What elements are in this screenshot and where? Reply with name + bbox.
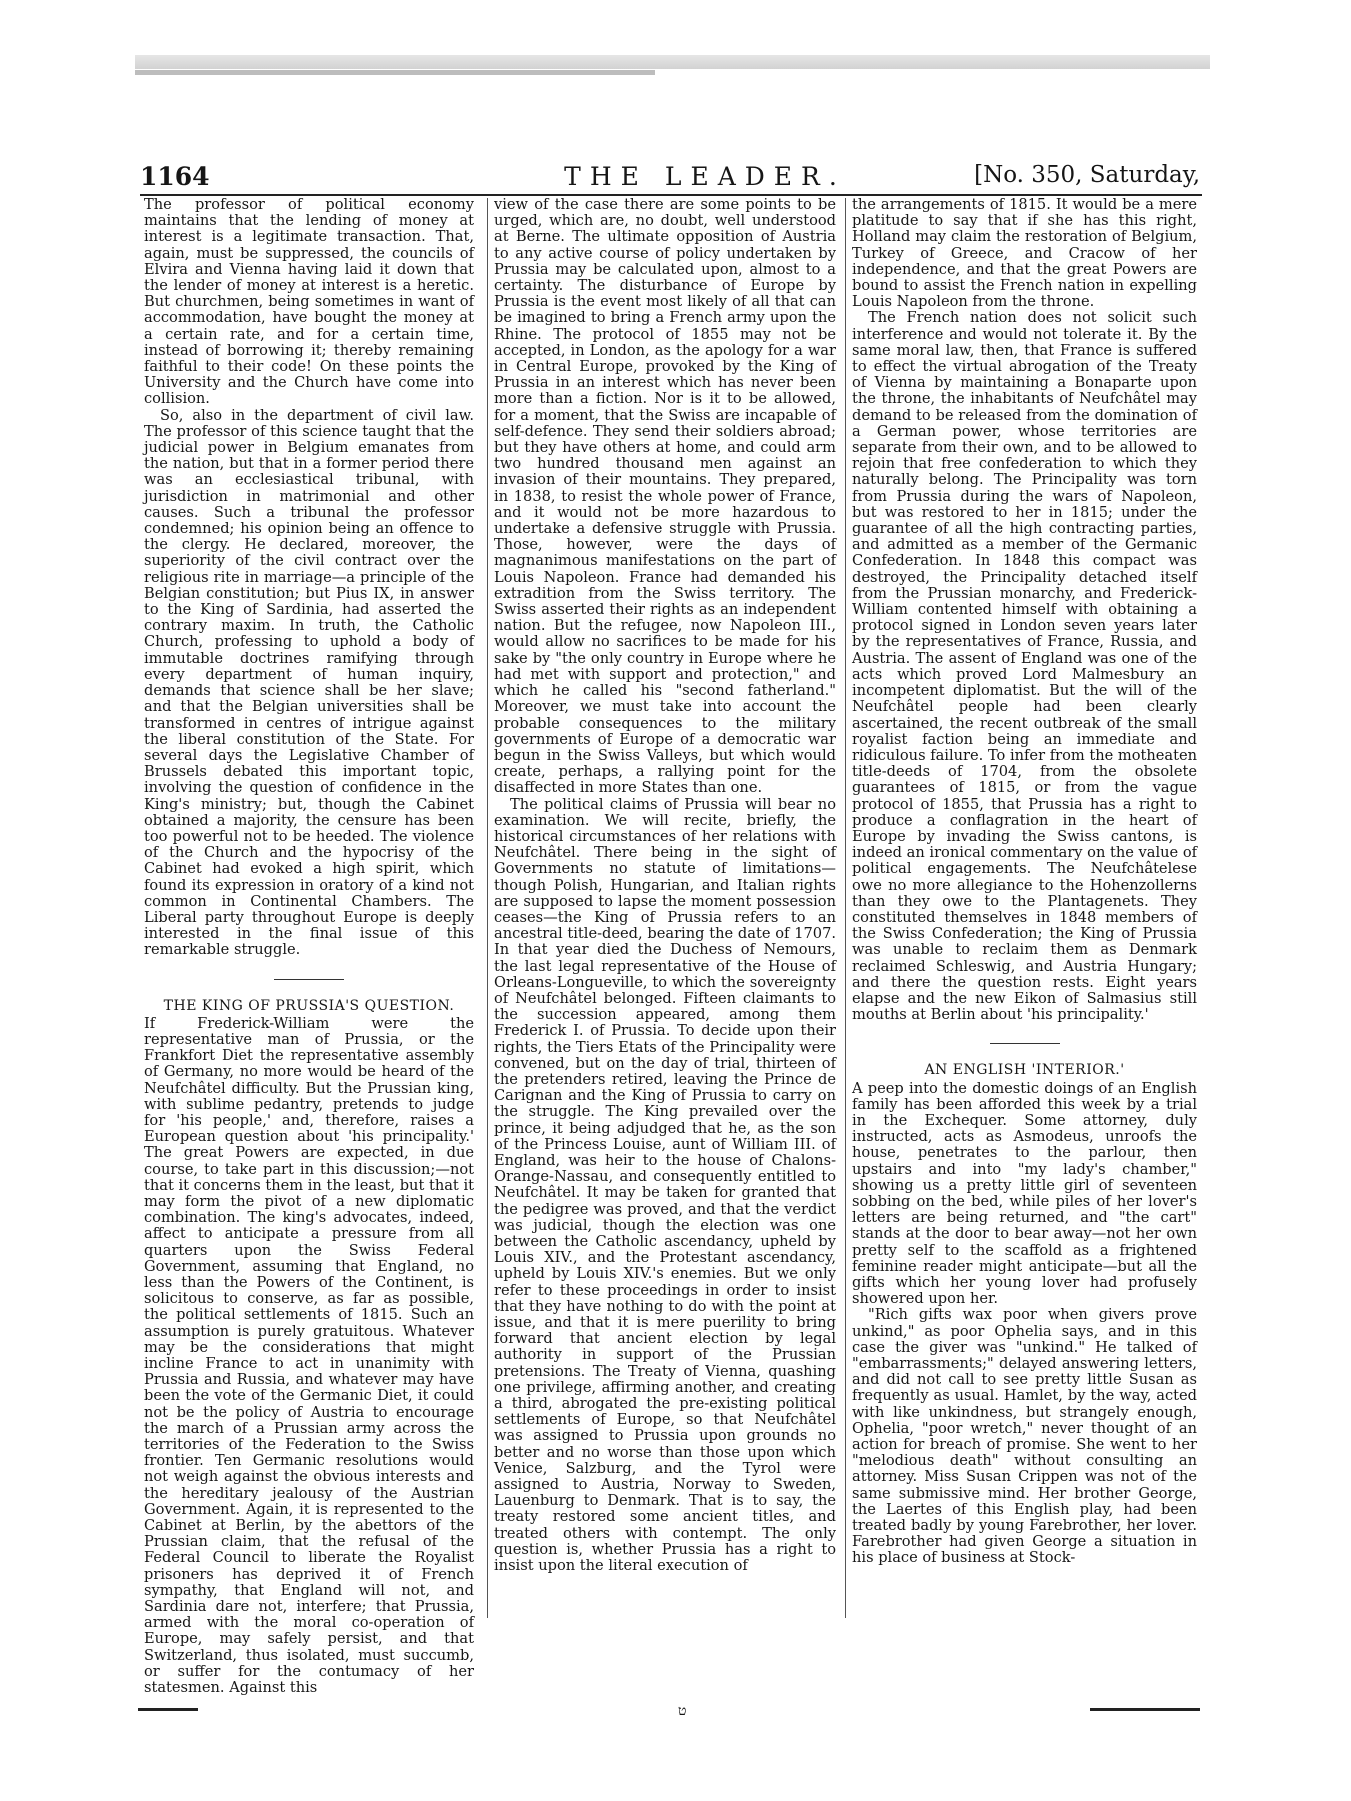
article-heading: THE KING OF PRUSSIA'S QUESTION. [163,997,455,1014]
paragraph: So, also in the department of civil law. The professor of this science taught that the judicial power in Belgium emanates from the nation, but that in a former period there was an ecclesiastical tribunal, with jurisdiction in matrimonial and other causes. Such a tribunal the professor condemned; his opinion being an offence to the clergy. He declared, moreover, the superiority of the civil contract over the religious rite in marriage—a principle of the Belgian constitution; but Pius IX, in answer to the King of Sardinia, had asserted the contrary maxim. In truth, the Catholic Church, professing to uphold a body of immutable doctrines ramifying through every department of human inquiry, demands that science shall be her slave; and that the Belgian universities shall be transformed in centres of intrigue against the liberal constitution of the State. For several days the Legislative Chamber of Brussels debated this important topic, involving the question of confidence in the King's ministry; but, though the Cabinet obtained a majority, the censure has been too powerful not to be heeded. The violence of the Church and the hypocrisy of the Cabinet had evoked a high spirit, which found its expression in oratory of a kind not common in Continental Chambers. The Liberal party throughout Europe is deeply interested in the final issue of this remarkable struggle. [144,406,474,959]
masthead [140,162,1200,190]
page-number: 1164 [140,162,210,191]
paragraph: The political claims of Prussia will bear no examination. We will recite, briefly, the historical circumstances of her relations with Neufchâtel. There being in the sight of Governments no statute of limitations—though Polish, Hungarian, and Italian rights are supposed to lapse the moment possession ceases—the King of Prussia refers to an ancestral title-deed, bearing the date of 1707. In that year died the Duchess of Nemours, the last legal representative of the House of Orleans-Longueville, to which the sovereignty of Neufchâtel belonged. Fifteen claimants to the succession appeared, among them Frederick I. of Prussia. To decide upon their rights, the Tiers Etats of the Principality were convened, but on the day of trial, thirteen of the pretenders retired, leaving the Prince de Carignan and the King of Prussia to carry on the struggle. The King prevailed over the prince, it being adjudged that he, as the son of the Princess Louise, aunt of William III. of England, was heir to the house of Chalons-Orange-Nassau, and consequently entitled to Neufchâtel. It may be taken for granted that the pedigree was proved, and that the verdict was judicial, though the election was one between the Catholic ascendancy, upheld by Louis XIV., and the Protestant ascendancy, upheld by Louis XIV.'s enemies. But we only refer to these proceedings in order to insist that they have nothing to do with the point at issue, and that it is mere puerility to bring forward that ancient election by legal authority in support of the Prussian pretensions. The Treaty of Vienna, quashing one privilege, affirming another, and creating a third, abrogated the pre-existing political settlements of Europe, so that Neufchâtel was assigned to Prussia upon grounds no better and no worse than those upon which Venice, Salzburg, and the Tyrol were assigned to Austria, Norway to Sweden, Lauenburg to Denmark. That is to say, the treaty restored some ancient titles, and treated others with contempt. The only question is, whether Prussia has a right to insist upon the literal execution of [494,795,836,1575]
paragraph: A peep into the domestic doings of an English family has been afforded this week by a trial in the Exchequer. Some attorney, duly instructed, acts as Asmodeus, unroofs the house, penetrates to the parlour, then upstairs and into "my lady's chamber," showing us a pretty little girl of seventeen sobbing on the bed, while piles of her lover's letters are being returned, and "the cart" stands at the door to bear away—not her own pretty self to the scaffold as a frightened feminine reader might anticipate—but all the gifts which her young lover had profusely showered upon her. [852,1079,1197,1308]
column-divider-1 [487,198,488,1618]
section-separator [274,979,344,980]
column-3 [852,197,1197,1622]
paragraph: The French nation does not solicit such interference and would not tolerate it. By the same moral law, then, that France is suffered to effect the virtual abrogation of the Treaty of Vienna by maintaining a Bonaparte upon the throne, the inhabitants of Neufchâtel may demand to be released from the domination of a German power, whose territories are separate from their own, and to be allowed to rejoin that free confederation to which they naturally belong. The Principality was torn from Prussia during the wars of Napoleon, but was restored to her in 1815; under the guarantee of all the high contracting parties, and admitted as a member of the Germanic Confederation. In 1848 this compact was destroyed, the Principality detached itself from the Prussian monarchy, and Frederick-William contented himself with obtaining a protocol signed in London seven years later by the representatives of France, Russia, and Austria. The assent of England was one of the acts which proved Lord Malmesbury an incompetent diplomatist. But the will of the Neufchâtel people had been clearly ascertained, the recent outbreak of the small royalist faction being an immediate and ridiculous failure. To infer from the motheaten title-deeds of 1704, from the obsolete guarantees of 1815, or from the vague protocol of 1855, that Prussia has a right to produce a conflagration in the heart of Europe by invading the Swiss cantons, is indeed an ironical commentary on the value of political engagements. The Neufchâtelese owe no more allegiance to the Hohenzollerns than they owe to the Plantagenets. They constituted themselves in 1848 members of the Swiss Confederation; the King of Prussia was unable to reclaim them as Denmark reclaimed Schleswig, and Austria Hungary; and there the question rests. Eight years elapse and the new Eikon of Salmasius still mouths at Berlin about 'his principality.' [852,309,1198,1024]
column-divider-2 [845,198,846,1618]
paragraph: The professor of political economy maintains that the lending of money at interest is a legitimate transaction. That, again, must be suppressed, the councils of Elvira and Vienna having laid it down that the lender of money at interest is a heretic. But churchmen, being sometimes in want of accommodation, have bought the money at a certain rate, and for a certain time, instead of borrowing it; thereby remaining faithful to their code! On these points the University and the Church have come into collision. [144,196,474,408]
paragraph: view of the case there are some points to be urged, which are, no doubt, well understood at Berne. The ultimate opposition of Austria to any active course of policy undertaken by Prussia may be calculated upon, almost to a certainty. The disturbance of Europe by Prussia is the event most likely of all that can be imagined to bring a French army upon the Rhine. The protocol of 1855 may not be accepted, in London, as the apology for a war in Central Europe, provoked by the King of Prussia in an interest which has never been more than a fiction. Nor is it to be allowed, for a moment, that the Swiss are incapable of self-defence. They send their soldiers abroad; but they have others at home, and could arm two hundred thousand men against an invasion of their mountains. They prepared, in 1838, to resist the whole power of France, and it would not be more hazardous to undertake a defensive struggle with Prussia. Those, however, were the days of magnanimous manifestations on the part of Louis Napoleon. France had demanded his extradition from the Swiss territory. The Swiss asserted their rights as an independent nation. But the refugee, now Napoleon III., would allow no sacrifices to be made for his sake by "the only country in Europe where he had met with support and protection," and which he called his "second fatherland." Moreover, we must take into account the probable consequences to the military governments of Europe of a democratic war begun in the Swiss Valleys, but which would create, perhaps, a rallying point for the disaffected in more States than one. [494,196,836,797]
newspaper-title: THE LEADER. [564,162,846,191]
issue-number: [No. 350, Saturday, [974,162,1200,188]
folio-mark: ט [678,1703,687,1719]
top-edge-shadow-inner [135,70,655,75]
bottom-edge-mark-left [138,1708,198,1711]
top-edge-shadow [135,55,1210,69]
article-heading: AN ENGLISH 'INTERIOR.' [924,1062,1125,1079]
column-1 [144,196,474,1697]
section-separator [990,1043,1060,1044]
bottom-edge-mark-right [1090,1708,1200,1711]
paragraph: the arrangements of 1815. It would be a mere platitude to say that if she has this right, Holland may claim the restoration of Belgium, Turkey of Greece, and Cracow of her independence, and that the great Powers are bound to assist the French nation in expelling Louis Napoleon from the throne. [852,196,1197,311]
paragraph: If Frederick-William were the representative man of Prussia, or the Frankfort Diet the representative assembly of Germany, no more would be heard of the Neufchâtel difficulty. But the Prussian king, with sublime pedantry, pretends to judge for 'his people,' and, therefore, raises a European question about 'his principality.' The great Powers are expected, in due course, to take part in this discussion;—not that it concerns them in the least, but that it may form the pivot of a new diplomatic combination. The king's advocates, indeed, affect to anticipate a pressure from all quarters upon the Swiss Federal Government, assuming that England, no less than the Powers of the Continent, is solicitous to conserve, as far as possible, the political settlements of 1815. Such an assumption is purely gratuitous. Whatever may be the considerations that might incline France to act in unanimity with Prussia and Russia, and whatever may have been the vote of the Germanic Diet, it could not be the policy of Austria to encourage the march of a Prussian army across the territories of the Federation to the Swiss frontier. Ten Germanic resolutions would not weigh against the obvious interests and the hereditary jealousy of the Austrian Government. Again, it is represented to the Cabinet at Berlin, by the abettors of the Prussian claim, that the refusal of the Federal Council to liberate the Royalist prisoners has deprived it of French sympathy, that England will not, and Sardinia dare not, interfere; that Prussia, armed with the moral co-operation of Europe, may safely persist, and that Switzerland, thus isolated, must succumb, or suffer for the contumacy of her statesmen. Against this [144,1014,474,1697]
paragraph: "Rich gifts wax poor when givers prove unkind," as poor Ophelia says, and in this case the giver was "unkind." He talked of "embarrassments;" delayed answering letters, and did not call to see pretty little Susan as frequently as usual. Hamlet, by the way, acted with like unkindness, but strangely enough, Ophelia, "poor wretch," never thought of an action for breach of promise. She went to her "melodious death" without consulting an attorney. Miss Susan Crippen was not of the same submissive mind. Her brother George, the Laertes of this English play, had been treated badly by young Farebrother, her lover. Farebrother had given George a situation in his place of business at Stock- [852,1306,1197,1567]
column-2 [494,197,836,1622]
